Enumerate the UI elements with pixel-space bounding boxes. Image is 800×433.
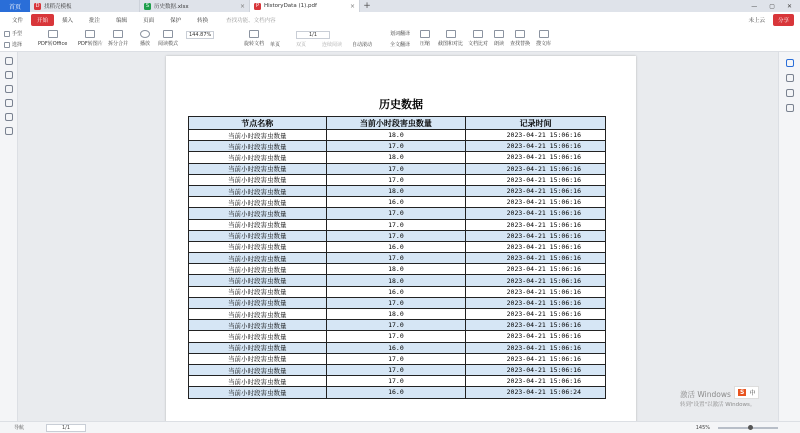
table-cell-name: 当前小时段害虫数量: [189, 174, 327, 185]
status-page-input[interactable]: 1/1: [46, 424, 86, 432]
table-cell-name: 当前小时段害虫数量: [189, 230, 327, 241]
table-row: [189, 320, 606, 331]
compare-icon: [473, 30, 483, 38]
speaker-icon: [494, 30, 504, 38]
table-cell-time: 2023-04-21 15:06:16: [466, 286, 606, 297]
table-cell-name: 当前小时段害虫数量: [189, 253, 327, 264]
menu-protect[interactable]: 保护: [170, 18, 182, 24]
table-header-row: [189, 117, 606, 130]
table-row: [189, 253, 606, 264]
stamp-icon[interactable]: [5, 113, 13, 121]
table-cell-name: 当前小时段害虫数量: [189, 130, 327, 141]
pdf-page: [166, 56, 636, 428]
auto-scroll-button[interactable]: 自动滚动: [352, 42, 373, 48]
table-cell-time: 2023-04-21 15:06:16: [466, 185, 606, 196]
table-row: [189, 309, 606, 320]
nav-toggle[interactable]: 导航: [14, 425, 25, 431]
split-merge-button[interactable]: 拆分合并: [108, 30, 128, 47]
table-cell-time: 2023-04-21 15:06:16: [466, 130, 606, 141]
table-cell-count: 17.0: [326, 364, 466, 375]
rotate-button[interactable]: 旋转文档: [244, 30, 264, 47]
table-row: [189, 286, 606, 297]
table-cell-time: 2023-04-21 15:06:16: [466, 141, 606, 152]
toolbar: [0, 28, 800, 52]
table-row: [189, 208, 606, 219]
table-cell-name: 当前小时段害虫数量: [189, 342, 327, 353]
assistant-icon[interactable]: [786, 59, 794, 67]
table-cell-name: 当前小时段害虫数量: [189, 376, 327, 387]
hand-tool[interactable]: 手型: [4, 30, 22, 37]
full-translate-button[interactable]: 全文翻译: [390, 42, 411, 48]
tab-label: HistoryData (1).pdf: [264, 3, 317, 9]
search-input[interactable]: 查找功能、文档内容: [226, 18, 276, 24]
sogou-logo-icon: S: [740, 389, 745, 396]
single-page-button[interactable]: 单页: [270, 42, 281, 48]
table-cell-time: 2023-04-21 15:06:16: [466, 331, 606, 342]
table-cell-time: 2023-04-21 15:06:16: [466, 152, 606, 163]
scissors-icon: [446, 30, 456, 38]
table-row: [189, 197, 606, 208]
menu-file[interactable]: 文件: [12, 18, 24, 24]
table-cell-name: 当前小时段害虫数量: [189, 163, 327, 174]
table-cell-name: 当前小时段害虫数量: [189, 275, 327, 286]
compare-button[interactable]: 文档比对: [468, 30, 488, 47]
column-header: 节点名称: [189, 117, 327, 130]
status-zoom[interactable]: 145%: [695, 424, 710, 431]
left-sidebar: [0, 52, 18, 421]
right-sidebar: [778, 52, 800, 421]
table-cell-count: 17.0: [326, 331, 466, 342]
table-row: [189, 219, 606, 230]
table-row: [189, 152, 606, 163]
table-cell-name: 当前小时段害虫数量: [189, 264, 327, 275]
table-cell-count: 17.0: [326, 297, 466, 308]
play-button[interactable]: 播放: [140, 30, 150, 47]
column-header: 记录时间: [466, 117, 606, 130]
table-row: [189, 130, 606, 141]
table-cell-name: 当前小时段害虫数量: [189, 197, 327, 208]
image-icon: [85, 30, 95, 38]
table-cell-time: 2023-04-21 15:06:16: [466, 320, 606, 331]
table-cell-name: 当前小时段害虫数量: [189, 364, 327, 375]
table-cell-count: 17.0: [326, 230, 466, 241]
spreadsheet-icon: S: [145, 3, 150, 9]
library-icon: [539, 30, 549, 38]
status-bar: [0, 421, 800, 433]
table-cell-name: 当前小时段害虫数量: [189, 320, 327, 331]
share-icon[interactable]: [786, 104, 794, 112]
zoom-select[interactable]: 144.87%: [186, 31, 214, 39]
play-icon: [140, 30, 150, 38]
table-cell-name: 当前小时段害虫数量: [189, 353, 327, 364]
menu-bar: [0, 12, 800, 28]
tab-bar: [0, 0, 800, 12]
find-replace-button[interactable]: 查找替换: [510, 30, 530, 47]
table-cell-name: 当前小时段害虫数量: [189, 208, 327, 219]
table-cell-time: 2023-04-21 15:06:16: [466, 253, 606, 264]
menu-start[interactable]: 开始: [31, 14, 54, 26]
pdf-to-image-button[interactable]: PDF转图片: [78, 30, 103, 47]
table-cell-time: 2023-04-21 15:06:16: [466, 364, 606, 375]
table-cell-name: 当前小时段害虫数量: [189, 241, 327, 252]
table-cell-count: 18.0: [326, 275, 466, 286]
tab-home[interactable]: 首页: [0, 0, 30, 12]
page-number-input[interactable]: 1/1: [296, 31, 330, 39]
screenshot-button[interactable]: 截图和对比: [438, 30, 463, 47]
window-controls: [751, 0, 800, 12]
table-cell-name: 当前小时段害虫数量: [189, 297, 327, 308]
property-icon[interactable]: [786, 74, 794, 82]
table-row: [189, 241, 606, 252]
read-mode-button[interactable]: 阅读模式: [158, 30, 178, 47]
close-icon[interactable]: ×: [239, 2, 245, 10]
share-button[interactable]: 分享: [773, 14, 794, 26]
table-row: [189, 275, 606, 286]
pdf-icon: P: [255, 3, 259, 9]
table-cell-count: 18.0: [326, 152, 466, 163]
table-row: [189, 353, 606, 364]
compress-icon: [420, 30, 430, 38]
cloud-status[interactable]: 未上云: [748, 18, 765, 24]
table-row: [189, 264, 606, 275]
table-cell-count: 17.0: [326, 208, 466, 219]
attachment-icon[interactable]: [5, 99, 13, 107]
table-cell-count: 18.0: [326, 130, 466, 141]
table-cell-name: 当前小时段害虫数量: [189, 152, 327, 163]
table-cell-count: 18.0: [326, 185, 466, 196]
ime-language: 中: [749, 390, 756, 397]
hand-icon: [4, 31, 10, 37]
thumbnail-icon[interactable]: [5, 71, 13, 79]
continuous-button[interactable]: 连续阅读: [322, 42, 343, 48]
convert-icon: [48, 30, 58, 38]
table-cell-time: 2023-04-21 15:06:16: [466, 376, 606, 387]
table-cell-name: 当前小时段害虫数量: [189, 141, 327, 152]
table-cell-time: 2023-04-21 15:06:16: [466, 275, 606, 286]
zoom-slider-knob[interactable]: [748, 425, 753, 430]
table-cell-time: 2023-04-21 15:06:16: [466, 197, 606, 208]
table-cell-name: 当前小时段害虫数量: [189, 387, 327, 398]
table-cell-name: 当前小时段害虫数量: [189, 309, 327, 320]
menu-edit[interactable]: 编辑: [116, 18, 128, 24]
column-header: 当前小时段害虫数量: [326, 117, 466, 130]
tab-pdf[interactable]: [250, 0, 360, 12]
close-window-icon[interactable]: ✕: [786, 2, 792, 10]
table-row: [189, 376, 606, 387]
book-icon: [163, 30, 173, 38]
table-cell-count: 18.0: [326, 309, 466, 320]
search-library-button[interactable]: 搜文库: [536, 30, 551, 47]
table-row: [189, 364, 606, 375]
table-cell-count: 17.0: [326, 163, 466, 174]
document-title: 历史数据: [379, 98, 423, 111]
table-row: [189, 163, 606, 174]
table-cell-time: 2023-04-21 15:06:16: [466, 163, 606, 174]
windows-activation-watermark: 激活 Windows 转到"设置"以激活 Windows。: [680, 390, 756, 408]
table-cell-time: 2023-04-21 15:06:16: [466, 342, 606, 353]
table-cell-time: 2023-04-21 15:06:16: [466, 297, 606, 308]
tab-xlsx[interactable]: [140, 0, 250, 12]
table-cell-count: 16.0: [326, 387, 466, 398]
table-cell-time: 2023-04-21 15:06:24: [466, 387, 606, 398]
rotate-icon: [249, 30, 259, 38]
table-cell-count: 17.0: [326, 141, 466, 152]
table-cell-count: 17.0: [326, 174, 466, 185]
table-cell-name: 当前小时段害虫数量: [189, 219, 327, 230]
table-cell-count: 17.0: [326, 219, 466, 230]
table-cell-time: 2023-04-21 15:06:16: [466, 208, 606, 219]
cursor-icon: [4, 42, 10, 48]
new-tab-button[interactable]: +: [363, 1, 371, 11]
table-cell-count: 17.0: [326, 320, 466, 331]
table-cell-count: 16.0: [326, 286, 466, 297]
comment-icon[interactable]: [5, 85, 13, 93]
edit-icon[interactable]: [786, 89, 794, 97]
table-cell-name: 当前小时段害虫数量: [189, 331, 327, 342]
double-page-button[interactable]: 双页: [296, 42, 307, 48]
ime-indicator[interactable]: [734, 386, 759, 399]
maximize-icon[interactable]: ▢: [769, 2, 775, 10]
table-row: [189, 331, 606, 342]
tab-template[interactable]: [30, 0, 140, 12]
select-tool[interactable]: 选择: [4, 41, 22, 48]
table-row: [189, 297, 606, 308]
table-row: [189, 185, 606, 196]
settings-icon[interactable]: [5, 127, 13, 135]
table-cell-time: 2023-04-21 15:06:16: [466, 353, 606, 364]
menu-comment[interactable]: 批注: [89, 18, 101, 24]
table-cell-time: 2023-04-21 15:06:16: [466, 219, 606, 230]
table-cell-count: 17.0: [326, 353, 466, 364]
table-cell-count: 16.0: [326, 197, 466, 208]
table-cell-count: 17.0: [326, 376, 466, 387]
table-row: [189, 387, 606, 398]
word-translate-button[interactable]: 划词翻译: [390, 31, 411, 37]
history-table: [188, 116, 606, 399]
table-cell-count: 17.0: [326, 253, 466, 264]
wps-doc-icon: D: [35, 3, 40, 9]
table-cell-count: 16.0: [326, 342, 466, 353]
table-cell-time: 2023-04-21 15:06:16: [466, 230, 606, 241]
table-cell-count: 18.0: [326, 264, 466, 275]
menu-page[interactable]: 页面: [143, 18, 155, 24]
close-icon[interactable]: ×: [349, 2, 355, 10]
table-cell-time: 2023-04-21 15:06:16: [466, 309, 606, 320]
split-icon: [113, 30, 123, 38]
table-row: [189, 174, 606, 185]
read-aloud-button[interactable]: 朗读: [494, 30, 504, 47]
table-cell-count: 16.0: [326, 241, 466, 252]
tab-label: 找稻壳模板: [44, 4, 72, 10]
table-row: [189, 141, 606, 152]
table-row: [189, 230, 606, 241]
table-cell-time: 2023-04-21 15:06:16: [466, 241, 606, 252]
pdf-to-office-button[interactable]: PDF转Office: [38, 30, 67, 47]
search-icon: [515, 30, 525, 38]
table-row: [189, 342, 606, 353]
bookmark-icon[interactable]: [5, 57, 13, 65]
table-cell-name: 当前小时段害虫数量: [189, 286, 327, 297]
table-cell-time: 2023-04-21 15:06:16: [466, 264, 606, 275]
menu-convert[interactable]: 转换: [197, 18, 209, 24]
compress-button[interactable]: 压缩: [420, 30, 430, 47]
table-cell-time: 2023-04-21 15:06:16: [466, 174, 606, 185]
tab-label: 历史数据.xlsx: [154, 4, 189, 10]
minimize-icon[interactable]: —: [751, 2, 758, 10]
table-cell-name: 当前小时段害虫数量: [189, 185, 327, 196]
menu-insert[interactable]: 插入: [62, 18, 74, 24]
zoom-slider[interactable]: [718, 427, 778, 429]
